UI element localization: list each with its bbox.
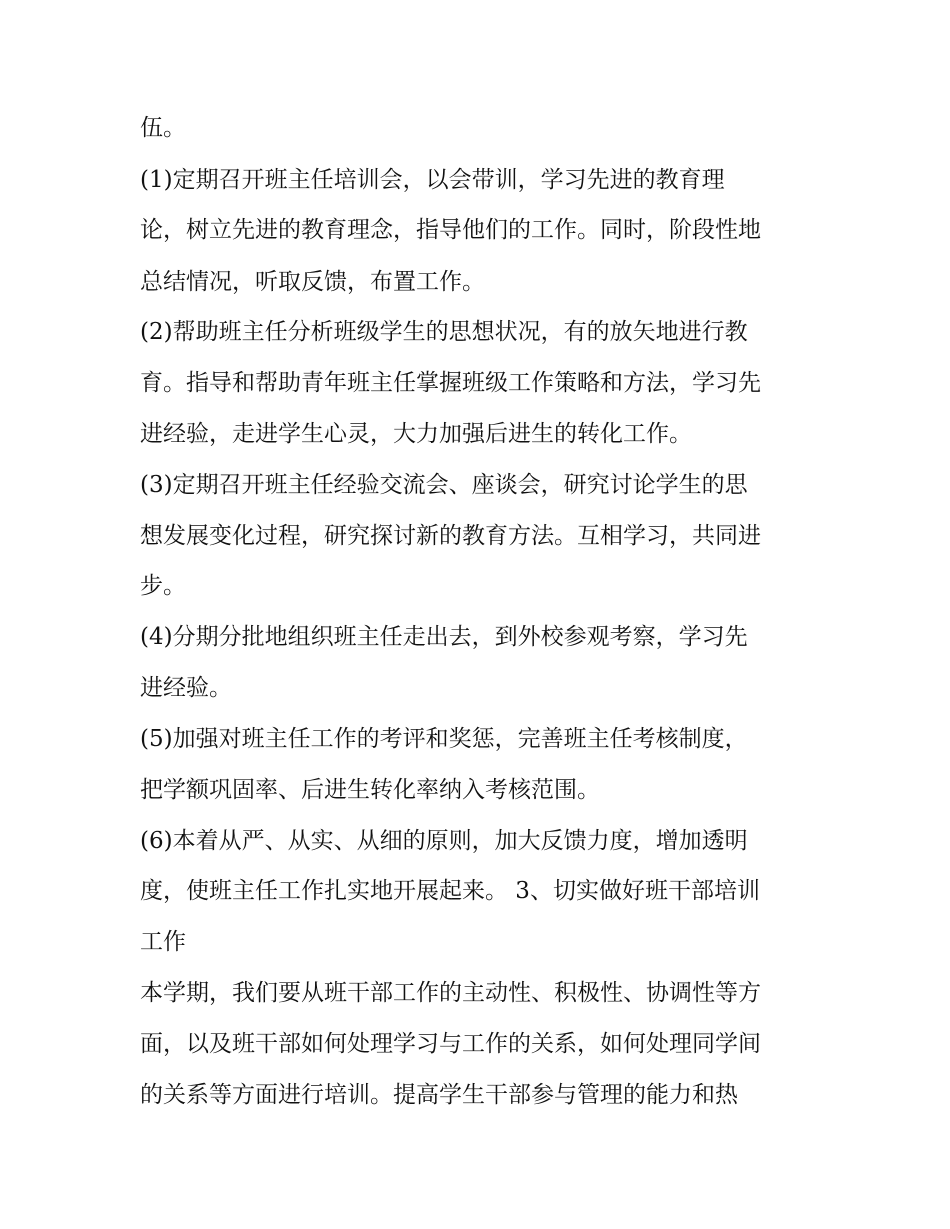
text-line: 面，以及班干部如何处理学习与工作的关系，如何处理同学间 — [140, 1031, 761, 1057]
text-line: 伍。 — [140, 115, 186, 141]
text-line: 进经验。 — [140, 675, 232, 701]
text-line: 步。 — [140, 573, 186, 599]
text-line: 论，树立先进的教育理念，指导他们的工作。同时，阶段性地 — [140, 217, 761, 243]
text-line: (2)帮助班主任分析班级学生的思想状况，有的放矢地进行教 — [140, 319, 748, 345]
text-line: 的关系等方面进行培训。提高学生干部参与管理的能力和热 — [140, 1082, 738, 1108]
text-line: (3)定期召开班主任经验交流会、座谈会，研究讨论学生的思 — [140, 472, 748, 498]
text-line: (1)定期召开班主任培训会，以会带训，学习先进的教育理 — [140, 167, 725, 193]
text-line: (6)本着从严、从实、从细的原则，加大反馈力度，增加透明 — [140, 828, 748, 854]
text-line: 总结情况，听取反馈，布置工作。 — [140, 269, 485, 295]
text-line: (5)加强对班主任工作的考评和奖惩，完善班主任考核制度， — [140, 726, 748, 752]
text-line: 度，使班主任工作扎实地开展起来。 3、切实做好班干部培训 — [140, 878, 760, 904]
text-line: 想发展变化过程，研究探讨新的教育方法。互相学习，共同进 — [140, 523, 761, 549]
text-line: 工作 — [140, 929, 186, 955]
text-line: (4)分期分批地组织班主任走出去，到外校参观考察，学习先 — [140, 624, 748, 650]
text-line: 把学额巩固率、后进生转化率纳入考核范围。 — [140, 777, 600, 803]
text-line: 育。指导和帮助青年班主任掌握班级工作策略和方法，学习先 — [140, 370, 761, 396]
text-line: 本学期，我们要从班干部工作的主动性、积极性、协调性等方 — [140, 980, 761, 1006]
text-line: 进经验，走进学生心灵，大力加强后进生的转化工作。 — [140, 421, 692, 447]
